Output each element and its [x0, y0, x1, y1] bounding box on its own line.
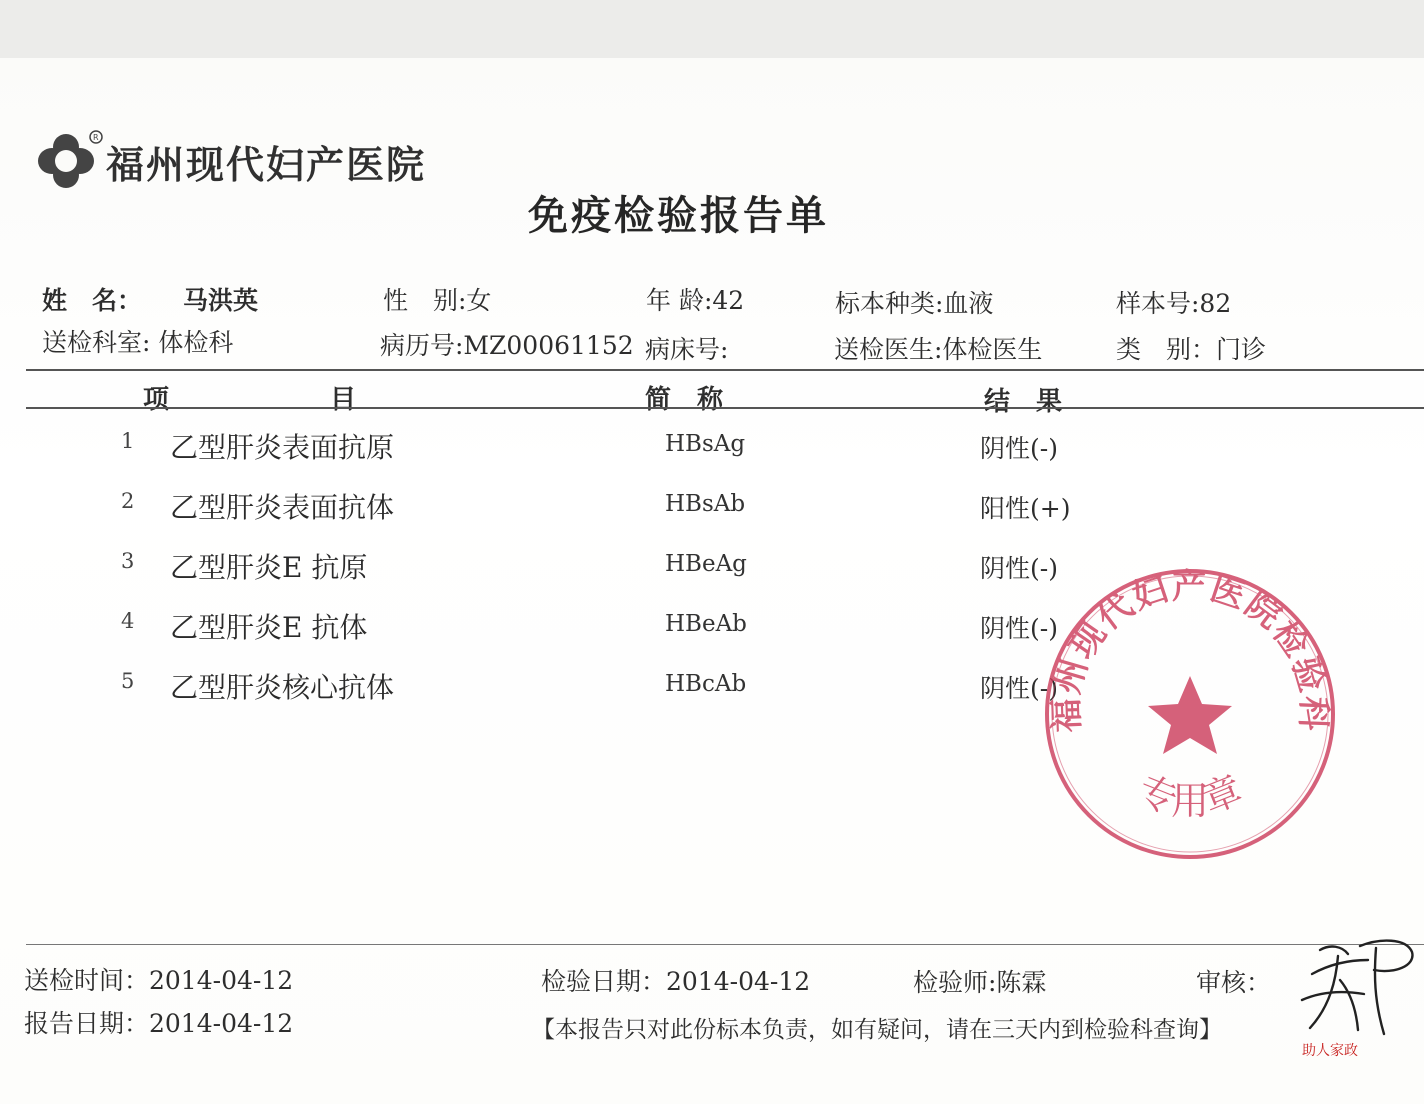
visit-category: 类 别：门诊	[1116, 335, 1267, 364]
test-abbreviation: HBsAb	[665, 491, 746, 517]
table-top-rule	[26, 369, 1424, 371]
report-title: 免疫检验报告单	[528, 192, 829, 239]
stamp-text: 福州现代妇产医院检验科	[1046, 566, 1334, 734]
test-result: 阴性(-)	[980, 674, 1058, 703]
test-abbreviation: HBsAg	[665, 431, 746, 457]
test-date: 检验日期：2014-04-12	[541, 967, 811, 996]
sample-number: 样本号:82	[1116, 289, 1232, 318]
submit-time: 送检时间：2014-04-12	[24, 966, 294, 995]
test-name: 乙型肝炎E 抗体	[170, 611, 368, 644]
reviewer-signature	[1290, 930, 1420, 1050]
row-number: 2	[121, 489, 135, 513]
hospital-stamp	[1040, 564, 1340, 864]
report-date: 报告日期：2014-04-12	[24, 1009, 294, 1038]
test-result: 阳性(+)	[980, 494, 1071, 523]
stamp-bottom-text: 专用章	[1131, 767, 1249, 823]
specimen-type: 标本种类:血液	[835, 289, 994, 318]
row-number: 4	[121, 609, 135, 633]
lab-technician: 检验师:陈霖	[913, 968, 1047, 997]
referring-doctor: 送检医生:体检医生	[834, 335, 1043, 364]
test-result: 阴性(-)	[980, 614, 1058, 643]
hospital-name: 福州现代妇产医院	[106, 142, 427, 187]
row-number: 5	[121, 669, 135, 693]
reviewer-label: 审核：	[1196, 968, 1272, 997]
bed-number: 病床号:	[645, 335, 729, 364]
department: 送检科室: 体检科	[42, 328, 234, 357]
svg-text:R: R	[93, 133, 99, 142]
test-abbreviation: HBcAb	[665, 671, 747, 697]
record-number: 病历号:MZ00061152	[380, 331, 634, 360]
watermark: 助人家政	[1302, 1043, 1358, 1059]
test-name: 乙型肝炎核心抗体	[170, 671, 395, 704]
patient-gender: 性 别:女	[383, 286, 492, 315]
patient-age: 年 龄:42	[646, 286, 745, 315]
patient-name-label: 姓 名：	[42, 286, 143, 315]
header-result: 结 果	[984, 387, 1063, 417]
test-abbreviation: HBeAb	[665, 611, 747, 637]
table-header-rule	[26, 407, 1424, 409]
hospital-logo-icon	[30, 127, 104, 195]
test-name: 乙型肝炎表面抗体	[170, 491, 395, 524]
test-name: 乙型肝炎表面抗原	[170, 431, 395, 464]
header-abbreviation: 简 称	[645, 385, 724, 415]
test-result: 阴性(-)	[980, 554, 1058, 583]
disclaimer-notice: 【本报告只对此份标本负责，如有疑问，请在三天内到检验科查询】	[532, 1017, 1222, 1043]
row-number: 1	[121, 429, 135, 453]
patient-name: 马洪英	[183, 286, 259, 315]
star-icon	[1148, 676, 1232, 754]
test-abbreviation: HBeAg	[665, 551, 747, 577]
row-number: 3	[121, 549, 135, 573]
footer-rule	[26, 944, 1424, 945]
header-item-a: 项	[143, 385, 170, 415]
header-item-b: 目	[330, 385, 357, 415]
test-name: 乙型肝炎E 抗原	[170, 551, 368, 584]
svg-text:专用章	[1132, 767, 1248, 823]
test-result: 阴性(-)	[980, 434, 1058, 463]
